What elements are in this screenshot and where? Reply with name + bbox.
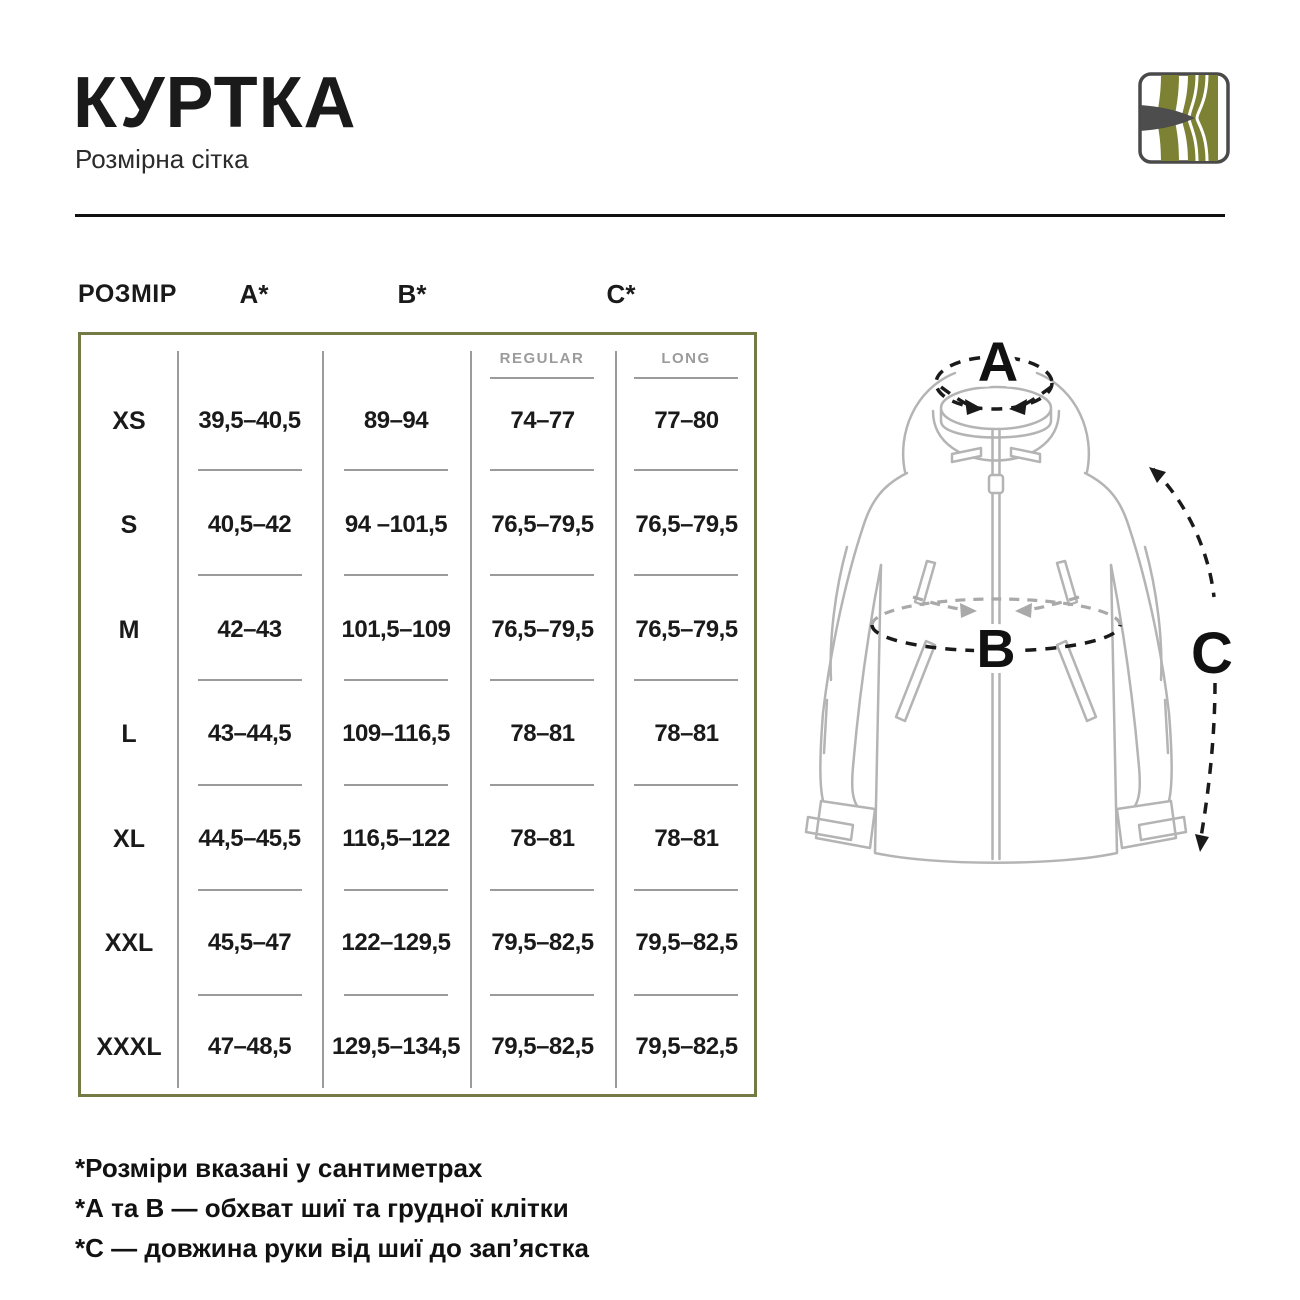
table-row-s [81, 493, 760, 557]
pocket-lower [896, 641, 935, 721]
jacket-diagram [795, 335, 1245, 895]
value-b: 89–94 [363, 407, 429, 434]
measure-b-arrowhead-right [1015, 603, 1032, 618]
value-c-regular: 79,5–82,5 [491, 929, 594, 956]
row-separator [344, 889, 448, 891]
value-c-long: 76,5–79,5 [635, 511, 738, 538]
value-c-long: 78–81 [654, 825, 719, 852]
table-row-m [81, 598, 760, 662]
hood-right [1037, 373, 1089, 472]
value-c-long: 79,5–82,5 [635, 929, 738, 956]
row-separator [344, 679, 448, 681]
footnote-units: *Розміри вказані у сантиметрах [75, 1153, 483, 1183]
row-separator [490, 679, 594, 681]
footnotes [75, 1148, 589, 1268]
value-b: 94 –101,5 [344, 511, 448, 538]
size-label: XXL [104, 928, 154, 957]
value-c-regular: 78–81 [510, 825, 575, 852]
value-c-regular: 79,5–82,5 [491, 1033, 594, 1060]
row-separator [634, 889, 738, 891]
hood-left [903, 373, 955, 472]
value-a: 47–48,5 [207, 1033, 292, 1060]
brand-logo-icon [1138, 72, 1230, 164]
row-separator [490, 784, 594, 786]
row-separator [490, 574, 594, 576]
header-divider [75, 214, 1225, 217]
value-c-long: 78–81 [654, 720, 719, 747]
measure-c-curve-top [1153, 469, 1214, 597]
row-separator [198, 574, 302, 576]
subheader-regular: REGULAR [499, 350, 585, 367]
measure-c-arrowhead-bottom [1195, 834, 1209, 852]
page-title: КУРТКА [73, 63, 357, 143]
table-row-xxl [81, 911, 760, 975]
column-header-b: B* [397, 279, 427, 309]
row-separator [198, 469, 302, 471]
size-label: M [118, 615, 140, 644]
value-c-long: 79,5–82,5 [635, 1033, 738, 1060]
shoulder-right [1085, 473, 1129, 527]
row-separator [634, 994, 738, 996]
row-separator [634, 469, 738, 471]
table-row-l [81, 702, 760, 766]
value-b: 109–116,5 [342, 720, 450, 747]
shoulder-left [863, 473, 907, 527]
row-separator [344, 574, 448, 576]
table-row-xl [81, 807, 760, 871]
row-separator [634, 574, 738, 576]
value-c-long: 77–80 [654, 407, 719, 434]
row-separator [344, 784, 448, 786]
measure-b-arrowhead-left [960, 603, 977, 618]
row-separator [490, 994, 594, 996]
size-table [78, 332, 757, 1097]
value-a: 39,5–40,5 [198, 407, 301, 434]
measure-c-label: C [1191, 621, 1233, 686]
column-header-c: C* [606, 279, 636, 309]
value-a: 40,5–42 [207, 511, 292, 538]
value-a: 43–44,5 [207, 720, 292, 747]
cuff-tab [806, 817, 853, 840]
value-b: 101,5–109 [341, 616, 451, 643]
value-c-long: 76,5–79,5 [635, 616, 738, 643]
table-row-xxxl [81, 1015, 760, 1079]
measure-a-label: A [977, 335, 1019, 393]
row-separator [634, 679, 738, 681]
size-label: XXXL [96, 1032, 162, 1061]
measure-b-label: B [976, 619, 1016, 679]
size-label: S [120, 510, 138, 539]
measure-c-arrowhead-top [1149, 467, 1166, 483]
value-a: 44,5–45,5 [198, 825, 301, 852]
row-separator [198, 679, 302, 681]
subheader-long: LONG [661, 350, 711, 367]
column-header-a: A* [239, 279, 269, 309]
torso [875, 565, 1117, 863]
row-separator [344, 469, 448, 471]
table-row-xs [81, 389, 760, 453]
page-subtitle: Розмірна сітка [75, 144, 249, 174]
size-label: XL [113, 824, 145, 853]
row-separator [198, 889, 302, 891]
row-separator [198, 784, 302, 786]
row-separator [634, 784, 738, 786]
size-column-header: РОЗМІР [78, 280, 177, 308]
sleeve-and-pockets [806, 527, 935, 848]
row-separator [198, 994, 302, 996]
value-b: 129,5–134,5 [332, 1033, 460, 1060]
value-b: 116,5–122 [342, 825, 450, 852]
footnote-c: *С — довжина руки від шиї до зап’ястка [75, 1233, 589, 1263]
subheader-underline [634, 377, 738, 379]
value-c-regular: 74–77 [510, 407, 575, 434]
footnote-a-b: *А та В — обхват шиї та грудної клітки [75, 1193, 569, 1223]
row-separator [344, 994, 448, 996]
measure-c-curve-bottom [1200, 683, 1215, 843]
value-c-regular: 76,5–79,5 [491, 616, 594, 643]
size-label: L [121, 719, 137, 748]
value-a: 42–43 [217, 616, 282, 643]
row-separator [490, 889, 594, 891]
size-label: XS [112, 406, 146, 435]
subheader-underline [490, 377, 594, 379]
zipper-pull [989, 475, 1003, 493]
value-c-regular: 76,5–79,5 [491, 511, 594, 538]
value-b: 122–129,5 [341, 929, 451, 956]
value-c-regular: 78–81 [510, 720, 575, 747]
value-a: 45,5–47 [207, 929, 292, 956]
row-separator [490, 469, 594, 471]
